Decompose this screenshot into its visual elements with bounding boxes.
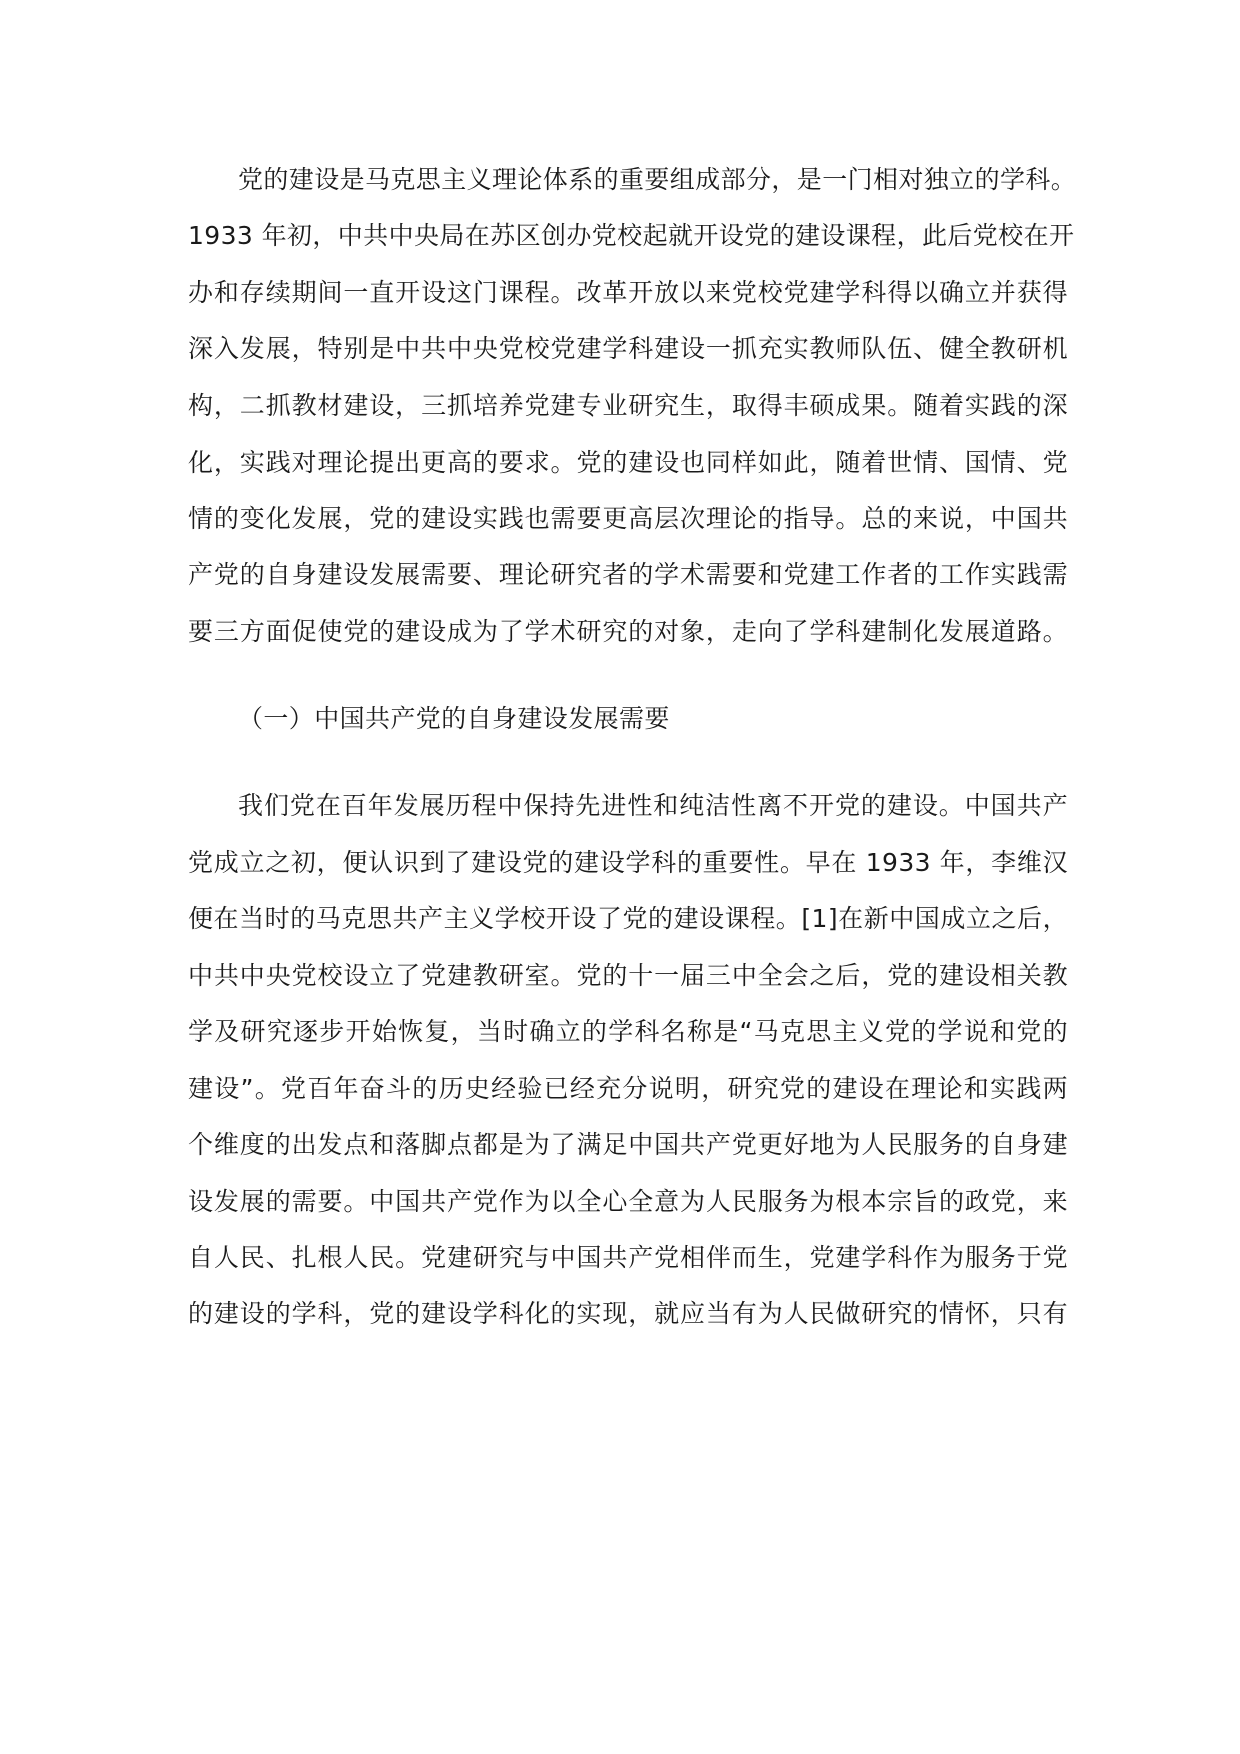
paragraph-2-line: 便在当时的马克思共产主义学校开设了党的建设课程。[1]在新中国成立之后， bbox=[188, 904, 1068, 933]
paragraph-2-line: 学及研究逐步开始恢复，当时确立的学科名称是“马克思主义党的学说和党的 bbox=[188, 1017, 1068, 1046]
paragraph-1-line: 化，实践对理论提出更高的要求。党的建设也同样如此，随着世情、国情、党 bbox=[188, 448, 1068, 477]
paragraph-1-line: 党的建设是马克思主义理论体系的重要组成部分，是一门相对独立的学科。 bbox=[238, 165, 1077, 194]
paragraph-2-line: 的建设的学科，党的建设学科化的实现，就应当有为人民做研究的情怀，只有 bbox=[188, 1299, 1068, 1328]
paragraph-1-line: 要三方面促使党的建设成为了学术研究的对象，走向了学科建制化发展道路。 bbox=[188, 617, 1068, 646]
paragraph-2-line: 个维度的出发点和落脚点都是为了满足中国共产党更好地为人民服务的自身建 bbox=[188, 1130, 1068, 1159]
paragraph-2-line: 党成立之初，便认识到了建设党的建设学科的重要性。早在 1933 年，李维汉 bbox=[188, 848, 1068, 877]
section-heading: （一）中国共产党的自身建设发展需要 bbox=[238, 704, 670, 733]
paragraph-1-line: 情的变化发展，党的建设实践也需要更高层次理论的指导。总的来说，中国共 bbox=[188, 504, 1068, 533]
paragraph-2-line: 设发展的需要。中国共产党作为以全心全意为人民服务为根本宗旨的政党，来 bbox=[188, 1187, 1068, 1216]
paragraph-2-line: 建设”。党百年奋斗的历史经验已经充分说明，研究党的建设在理论和实践两 bbox=[188, 1074, 1068, 1103]
paragraph-1-line: 构，二抓教材建设，三抓培养党建专业研究生，取得丰硕成果。随着实践的深 bbox=[188, 391, 1068, 420]
paragraph-2-line: 我们党在百年发展历程中保持先进性和纯洁性离不开党的建设。中国共产 bbox=[238, 791, 1068, 820]
paragraph-2-line: 自人民、扎根人民。党建研究与中国共产党相伴而生，党建学科作为服务于党 bbox=[188, 1243, 1068, 1272]
paragraph-1-line: 办和存续期间一直开设这门课程。改革开放以来党校党建学科得以确立并获得 bbox=[188, 278, 1068, 307]
paragraph-1-line: 1933 年初，中共中央局在苏区创办党校起就开设党的建设课程，此后党校在开 bbox=[188, 221, 1075, 250]
paragraph-1-line: 深入发展，特别是中共中央党校党建学科建设一抓充实教师队伍、健全教研机 bbox=[188, 334, 1068, 363]
paragraph-2-line: 中共中央党校设立了党建教研室。党的十一届三中全会之后，党的建设相关教 bbox=[188, 961, 1068, 990]
paragraph-1-line: 产党的自身建设发展需要、理论研究者的学术需要和党建工作者的工作实践需 bbox=[188, 560, 1068, 589]
